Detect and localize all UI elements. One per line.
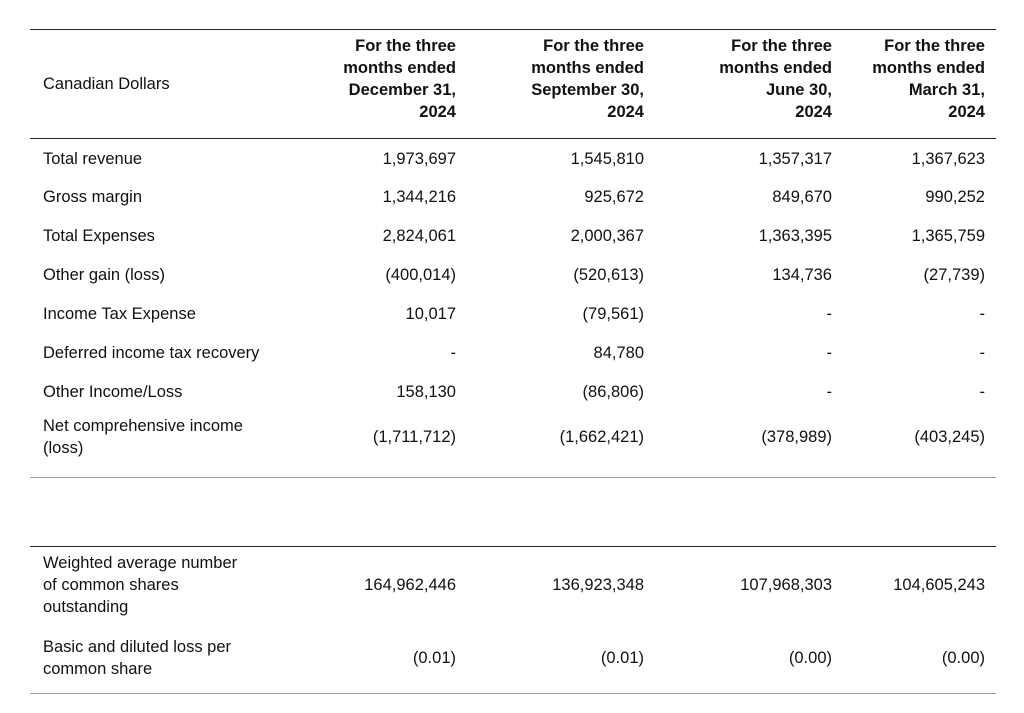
table-cell: 849,670 [772, 188, 832, 206]
table-cell: 1,344,216 [382, 188, 456, 206]
column-header-dec-2024 [298, 30, 456, 139]
table-cell: 1,545,810 [570, 150, 644, 169]
table-cell: (27,739) [923, 266, 985, 284]
column-header-line: months ended [343, 59, 456, 77]
column-header-line: For the three [355, 37, 456, 55]
table-cell: (0.00) [788, 648, 832, 667]
column-header-line: June 30, [765, 81, 832, 99]
column-header-line: 2024 [607, 103, 644, 121]
column-header-line: months ended [531, 59, 644, 77]
table-cell: - [450, 344, 456, 362]
table-row [30, 256, 996, 295]
column-header-line: 2024 [419, 103, 456, 121]
table-cell: 2,000,367 [570, 227, 644, 245]
table-cell: 84,780 [593, 344, 644, 362]
column-header-line: March 31, [908, 81, 985, 99]
column-header-line: For the three [731, 37, 832, 55]
table-row [30, 412, 996, 478]
table-row [30, 547, 996, 623]
row-label-line: outstanding [43, 597, 129, 616]
row-label: Total revenue [43, 150, 143, 169]
table-cell: - [826, 305, 832, 323]
column-header-sep-2024 [456, 30, 644, 139]
column-header-line: 2024 [948, 103, 985, 121]
table-cell: 1,367,623 [911, 150, 985, 169]
table-row [30, 139, 996, 178]
column-header-line: months ended [719, 59, 832, 77]
table-cell: (403,245) [914, 428, 985, 447]
row-label: Deferred income tax recovery [43, 344, 260, 362]
table-cell: (520,613) [573, 266, 644, 284]
table-row [30, 623, 996, 694]
column-header-mar-2024 [832, 30, 996, 139]
table-cell: - [826, 344, 832, 362]
share-data-table [30, 546, 996, 694]
row-label: Other Income/Loss [43, 383, 183, 401]
table-cell: 1,357,317 [758, 150, 832, 169]
header-row [30, 30, 996, 139]
table-cell: 925,672 [584, 188, 644, 206]
table-cell: 134,736 [772, 266, 832, 284]
row-label: Income Tax Expense [43, 305, 196, 323]
table-row [30, 295, 996, 334]
table-cell: (378,989) [761, 428, 832, 447]
table-row [30, 217, 996, 256]
table-cell: 2,824,061 [382, 227, 456, 245]
table-cell: - [979, 344, 985, 362]
table-row [30, 373, 996, 412]
table-cell: - [826, 383, 832, 401]
row-label: Gross margin [43, 188, 143, 206]
column-header-line: For the three [543, 37, 644, 55]
row-label-line: Net comprehensive income [43, 417, 243, 436]
table-cell: 990,252 [925, 188, 985, 206]
table-cell: 107,968,303 [740, 575, 832, 594]
row-label: Other gain (loss) [43, 266, 165, 284]
table-cell: 158,130 [396, 383, 456, 401]
row-label: Total Expenses [43, 227, 155, 245]
table-cell: 1,365,759 [911, 227, 985, 245]
table-cell: 1,973,697 [382, 150, 456, 169]
row-label-line: (loss) [43, 439, 84, 458]
table-row [30, 334, 996, 373]
table-cell: (79,561) [582, 305, 644, 323]
row-label-line: of common shares [43, 575, 179, 594]
financial-summary-table [30, 29, 996, 478]
table-cell: - [979, 383, 985, 401]
row-label [30, 623, 298, 694]
table-cell: (0.01) [412, 648, 456, 667]
row-label-line: common share [43, 659, 153, 678]
column-header-jun-2024 [644, 30, 832, 139]
table-cell: (86,806) [582, 383, 644, 401]
table-cell: 1,363,395 [758, 227, 832, 245]
column-header-line: December 31, [348, 81, 456, 99]
row-label [30, 412, 298, 478]
table-row [30, 178, 996, 217]
row-label-line: Basic and diluted loss per [43, 637, 232, 656]
table-cell: (400,014) [385, 266, 456, 284]
table-cell: (0.01) [600, 648, 644, 667]
table-cell: (1,662,421) [559, 428, 644, 447]
currency-label: Canadian Dollars [43, 75, 170, 93]
column-header-line: 2024 [795, 103, 832, 121]
table-cell: (1,711,712) [372, 428, 456, 447]
row-label [30, 547, 298, 623]
table-cell: - [979, 305, 985, 323]
column-header-line: September 30, [531, 81, 644, 99]
row-label-line: Weighted average number [43, 553, 238, 572]
column-header-line: For the three [884, 37, 985, 55]
column-header-line: months ended [872, 59, 985, 77]
table-cell: (0.00) [941, 648, 985, 667]
table-cell: 164,962,446 [364, 575, 456, 594]
table-cell: 104,605,243 [893, 575, 985, 594]
table-cell: 136,923,348 [552, 575, 644, 594]
table-cell: 10,017 [405, 305, 456, 323]
